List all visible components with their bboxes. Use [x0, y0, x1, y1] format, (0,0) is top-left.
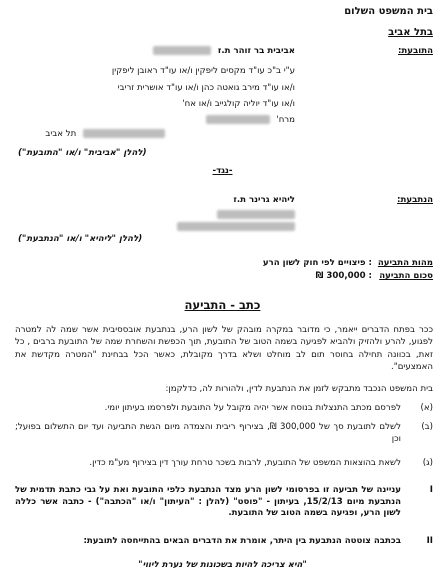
address-street-label: מרח' — [276, 115, 295, 125]
claim-amount-label: סכום התביעה — [379, 271, 433, 281]
section-num: I — [429, 485, 433, 495]
redacted-id — [153, 46, 211, 55]
lawyer-line-3: ו/או עו"ד יוליה קולגייב ו/או אח' — [182, 99, 295, 109]
section-text: בכתבה צוטטה הנתבעת בין היתר, אומרת את הדברים הבאים בהתייחסה לתובעת: — [83, 536, 401, 546]
request-item — [15, 403, 433, 414]
request-item — [15, 421, 433, 446]
quote: "היא צריכה להיות בשכונות של נערת ליווי" — [138, 560, 307, 570]
redacted-phone — [83, 129, 165, 138]
claim-nature-label: מהות התביעה — [377, 258, 433, 268]
request-num: (ב) — [421, 422, 433, 432]
defendant-name: ליהיא גרינר ת.ז — [233, 195, 295, 205]
defendant-name-line — [233, 195, 295, 206]
request-text: לשאת בהוצאות המשפט של התובעת, לרבות בשכר טרחת עורך דין בצירוף מע"מ כדין. — [89, 458, 401, 468]
court-name: בית המשפט השלום — [344, 6, 433, 17]
address-city-line — [45, 129, 295, 140]
section-item — [15, 536, 433, 547]
intro-paragraph: ככר בפתח הדברים ייאמר, כי מדובר במקרה מובהק של לשון הרע, בנתבעת אובססיבית אשר שמה לה למטרה לפגוע, להרע ולהזיק ולהביא לפגיעה בשמה הטוב של התובעת, תוך הכפשת והשחרת שמה של התובעת ברבים , כל זאת, בכוונה תחילה בחוסר תום לב מוחלט ושלא בדרך מקובלת, כאשר הכל בבחינת "המטרה מקדשת את האמצעים". — [15, 325, 433, 373]
redacted-defendant-address — [177, 222, 295, 231]
section-text: עניינה של תביעה זו בפרסומי לשון הרע מצד הנתבעת כלפי התובעת ואת על גבי כתבת תדמית של הנתבעת מיום 15/2/13, בעיתון - "פוסט" (להלן : "העיתון" ו/או "הכתבה") - כתבה אשר כללה לשון הרע, ופגיעה בשמה הטוב של התובעת. — [15, 485, 402, 519]
request-text: לפרסם מכתב התנצלות בנוסח אשר יהיה מקובל על התובעת ולפרסמו בעיתון יומי. — [104, 403, 401, 413]
court-city: בתל אביב — [388, 27, 433, 38]
defendant-label: הנתבעת: — [397, 195, 433, 205]
defendant-redacted-line — [217, 210, 295, 221]
request-item — [15, 458, 433, 469]
request-num: (ג) — [422, 458, 433, 468]
plaintiff-name: אביבית בר זוהר ת.ז — [217, 46, 295, 56]
defendant-redacted-line-2 — [177, 222, 295, 233]
claim-amount-value: : 300,000 ₪ — [315, 271, 372, 281]
address-line — [206, 115, 295, 126]
plaintiff-name-line — [153, 46, 295, 57]
claim-nature-value: : פיצויים לפי חוק לשון הרע — [262, 258, 372, 268]
section-item — [15, 485, 433, 520]
section-num: II — [426, 536, 433, 546]
plaintiff-label: התובעת: — [398, 46, 433, 56]
request-text: לשלם לתובעת סך של 300,000 ₪, בצירוף ריבית והצמדה מיום הגשת התביעה ועד יום התשלום בפועל; וכן — [15, 422, 401, 445]
plaintiff-alias: (להלן "אביבית" ו/או "התובעת") — [18, 148, 147, 158]
document-title: כתב - התביעה — [184, 298, 261, 312]
redacted-defendant-id — [217, 210, 295, 219]
redacted-address — [206, 115, 270, 124]
versus-label: -נגד- — [212, 166, 233, 176]
lawyer-line-1: ע"י ב"כ עו"ד מקסים ליפקין ו/או עו"ד ראובן ליפקין — [111, 66, 295, 76]
address-city: תל אביב — [45, 129, 77, 139]
court-request: בית המשפט הנכבד מתבקש לזמן את הנתבעת לדין, ולהורות לה, כדלקמן: — [165, 384, 433, 394]
defendant-alias: (להלן "ליהיא" ו/או "הנתבעת") — [18, 234, 143, 244]
lawyer-line-2: ו/או עו"ד מירב גואטה כהן ו/או עו"ד אושרית זריבי — [117, 83, 295, 93]
request-num: (א) — [420, 403, 433, 413]
